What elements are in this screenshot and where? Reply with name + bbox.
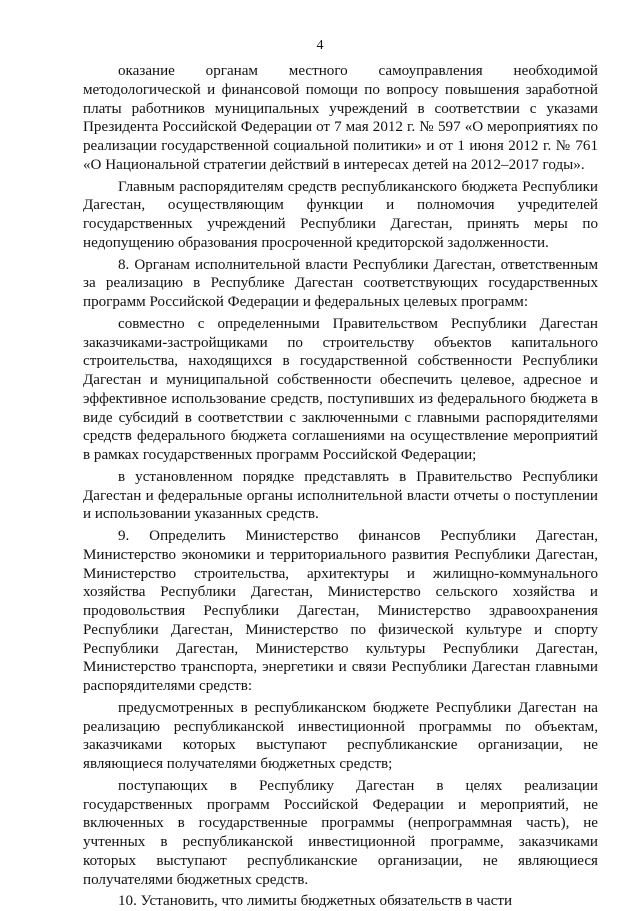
paragraph-6: 9. Определить Министерство финансов Республики Дагестан, Министерство экономики и территориального развития Республики Дагестан, Министерство строительства, архитектуры и жилищно-коммунального хозяйства Республики Дагестан, Министерство сельского хозяйства и продовольствия Республики Дагестан, Министерство здравоохранения Республики Дагестан, Министерство по физической культуре и спорту Республики Дагестан, Министерство культуры Республики Дагестан, Министерство транспорта, энергетики и связи Республики Дагестан главными распорядителями средств: [83, 528, 598, 694]
paragraph-5: в установленном порядке представлять в Правительство Республики Дагестан и федеральные органы исполнительной власти отчеты о поступлении и использовании указанных средств. [83, 468, 598, 523]
paragraph-4: совместно с определенными Правительством Республики Дагестан заказчиками-застройщиками по строительству объектов капитального строительства, находящихся в государственной собственности Республики Дагестан и муниципальной собственности обеспечить целевое, адресное и эффективное использование средств, поступивших из федерального бюджета в виде субсидий в соответствии с заключенными с главными распорядителями средств федерального бюджета соглашениями на осуществление мероприятий в рамках государственных программ Российской Федерации; [83, 315, 598, 463]
page-number: 4 [316, 38, 324, 53]
document-body [83, 62, 598, 911]
paragraph-8: поступающих в Республику Дагестан в целях реализации государственных программ Российской Федерации и мероприятий, не включенных в государственные программы (непрограммная часть), не учтенных в республиканской инвестиционной программе, заказчиками которых выступают республиканские организации, не являющиеся получателями бюджетных средств. [83, 777, 598, 888]
paragraph-9: 10. Установить, что лимиты бюджетных обязательств в части [118, 893, 513, 910]
paragraph-7: предусмотренных в республиканском бюджете Республики Дагестан на реализацию республиканской инвестиционной программы по объектам, заказчиками которых выступают республиканские организации, не являющиеся получателями бюджетных средств; [83, 699, 598, 772]
paragraph-2: Главным распорядителям средств республиканского бюджета Республики Дагестан, осуществляющим функции и полномочия учредителей государственных учреждений Республики Дагестан, принять меры по недопущению образования просроченной кредиторской задолженности. [83, 178, 598, 251]
paragraph-1: оказание органам местного самоуправления необходимой методологической и финансовой помощи по вопросу повышения заработной платы работников муниципальных учреждений в соответствии с указами Президента Российской Федерации от 7 мая 2012 г. № 597 «О мероприятиях по реализации государственной социальной политики» и от 1 июня 2012 г. № 761 «О Национальной стратегии действий в интересах детей на 2012–2017 годы». [83, 63, 598, 173]
paragraph-3: 8. Органам исполнительной власти Республики Дагестан, ответственным за реализацию в Республике Дагестан соответствующих государственных программ Российской Федерации и федеральных целевых программ: [83, 256, 598, 310]
